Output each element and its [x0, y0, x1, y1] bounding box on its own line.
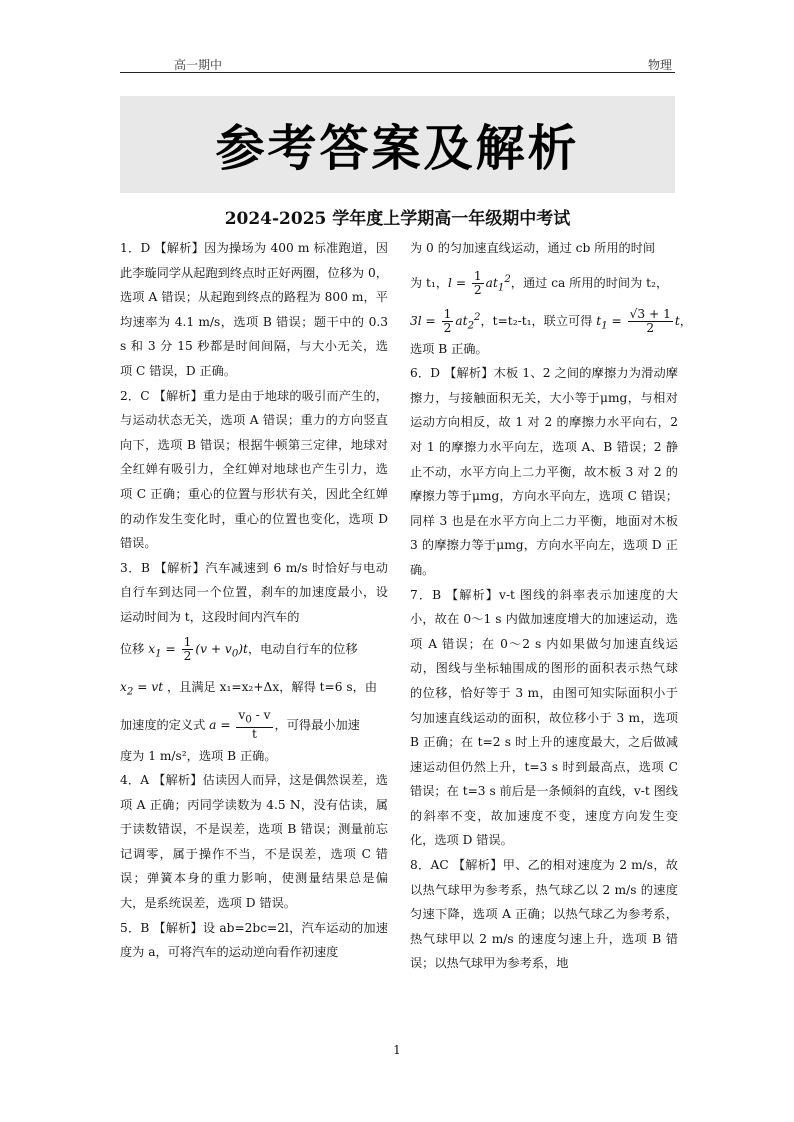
answer-5-text-c: ，t=t₂-t₁，联立可得 — [480, 313, 593, 328]
answer-3-formula-line-2 — [120, 668, 388, 706]
exam-subtitle: 2024-2025 学年度上学期高一年级期中考试 — [224, 209, 571, 229]
answer-5-text-b: 为 t₁， — [410, 275, 449, 290]
right-column — [410, 236, 692, 976]
answer-3-text-d: 加速度的定义式 — [120, 717, 206, 732]
answer-7: 7．B 【解析】v-t 图线的斜率表示加速度的大小，故在 0～1 s 内做加速度增大的加速运动，选项 A 错误；在 0～2 s 内如果做匀加速直线运动，图线与坐标轴围成的图形的面积表示热气球的位移，恰好等于 3 m，由图可知实际面积小于匀加速直线运动的面积，故位移小于 3 m，选项 B 正确；在 t=2 s 时上升的速度最大，之后做减速运动但仍然上升，t=3 s 时到最高点，选项 C 错误；在 t=3 s 前后是一条倾斜的直线，v-t 图线的斜率不变，故加速度不变，速度方向发生变化，选项 D 错误。 — [410, 587, 678, 848]
answer-5-end: 选项 B 正确。 — [410, 341, 488, 356]
answer-3-text-d2: ，可得最小加速 — [274, 717, 360, 732]
formula-x2: $x_2$ = vt — [120, 679, 167, 697]
answer-3-formula-line-3 — [120, 706, 388, 744]
answer-5-text-b2: ，通过 ca 所用的时间为 t₂， — [510, 275, 669, 290]
answer-1: 1．D 【解析】因为操场为 400 m 标准跑道，因此李璇同学从起跑到终点时正好两圈，位移为 0，选项 A 错误；从起跑到终点的路程为 800 m，平均速率为 4.1 m/s，选项 B 错误；题干中的 0.3 s 和 3 分 15 秒都是时间间隔，与大小无关，选项 C 错误，D 正确。 — [120, 241, 388, 378]
answer-5-formula-line-2: 3l = $\frac{1}{2}$ $at_2^2$，t=t₂-t₁，联立可得 $t_1$ = $\frac{√3 + 1}{2}$ t， — [410, 306, 692, 335]
header-divider — [120, 72, 675, 73]
answer-3-end: 度为 1 m/s²，选项 B 正确。 — [120, 748, 277, 763]
answer-4: 4．A 【解析】估读因人而异，这是偶然误差，选项 A 正确；丙同学读数为 4.5 N，没有估读，属于读数错误，不是误差，选项 B 错误；测量前忘记调零，属于操作不当，不是误差，选项 C 错误；弹簧本身的重力影响，使测量结果总是偏大，是系统误差，选项 D 错误。 — [120, 773, 388, 911]
answer-3-formula-line-1 — [120, 630, 388, 668]
left-column — [120, 236, 388, 965]
formula-accel: a = $\frac{v_0 - v}{t}$ — [205, 708, 271, 741]
answer-8: 8．AC 【解析】甲、乙的相对速度为 2 m/s，故以热气球甲为参考系，热气球乙以 2 m/s 的速度匀速下降，选项 A 正确；以热气球乙为参考系，热气球甲以 2 m/s 的速度匀速上升，选项 B 错误；以热气球甲为参考系，地 — [410, 858, 678, 971]
title-banner — [120, 96, 675, 193]
answer-3-text-c: ，且满足 x₁=x₂+Δx，解得 t=6 s，由 — [166, 679, 378, 694]
header-left: 高一期中 — [174, 58, 223, 72]
banner-title: 参考答案及解析 — [215, 119, 580, 177]
answer-3-label: 位移 — [120, 641, 145, 656]
formula-x1: $x_1$ = $\frac{1}{2}$ $(v + v_0)t$ — [144, 634, 248, 663]
answer-5-start: 5．B 【解析】设 ab=2bc=2l，汽车运动的加速度为 a，可将汽车的运动逆向看作初速度 — [120, 920, 388, 960]
answer-5-text: 为 0 的匀加速直线运动，通过 cb 所用的时间 — [410, 241, 656, 255]
formula-t1: $t_1$ = $\frac{√3 + 1}{2}$ t — [592, 306, 680, 335]
answer-2: 2．C 【解析】重力是由于地球的吸引而产生的，与运动状态无关，选项 A 错误；重力的方向竖直向下，选项 B 错误；根据牛顿第三定律，地球对全红婵有吸引力，全红婵对地球也产生引力，选项 C 正确；重心的位置与形状有关，因此全红婵的动作发生变化时，重心的位置也变化，选项 D 错误。 — [120, 388, 388, 551]
answer-6: 6．D 【解析】木板 1、2 之间的摩擦力为滑动摩擦力，与接触面积无关，大小等于μmg，与相对运动方向相反，故 1 对 2 的摩擦力水平向右，2 对 1 的摩擦力水平向左，选项 A、B 错误；2 静止不动，水平方向上二力平衡，故木板 3 对 2 的摩擦力等于μmg，方向水平向左，选项 C 错误；同样 3 也是在水平方向上二力平衡，地面对木板 3 的摩擦力等于μmg，方向水平向左，选项 D 正确。 — [410, 366, 678, 577]
answer-3-text: 3．B 【解析】汽车减速到 6 m/s 时恰好与电动自行车到达同一个位置，刹车的加速度最小，设运动时间为 t，这段时间内汽车的 — [120, 560, 388, 624]
formula-l: l = $\frac{1}{2}$ $at_1^2$ — [448, 268, 511, 297]
answer-3-text-b: ，电动自行车的位移 — [247, 641, 358, 656]
formula-3l: 3l = $\frac{1}{2}$ $at_2^2$ — [410, 306, 481, 335]
answer-5-formula-line-1 — [410, 261, 678, 299]
page-number: 1 — [393, 1043, 401, 1057]
header-right: 物理 — [648, 58, 673, 72]
